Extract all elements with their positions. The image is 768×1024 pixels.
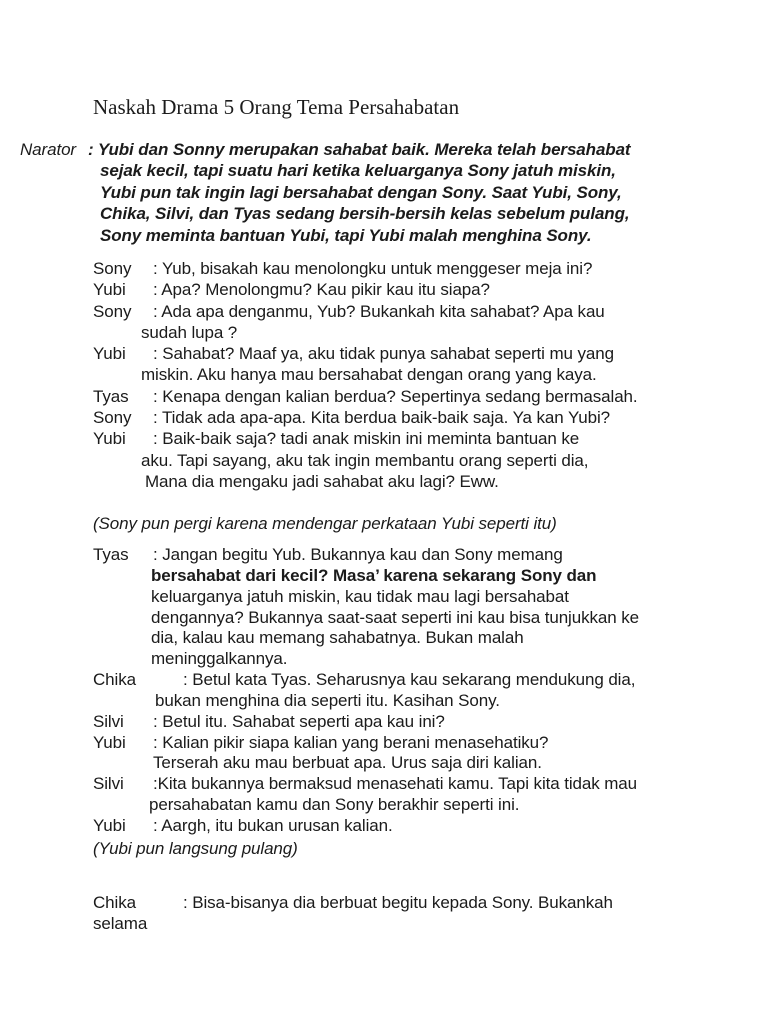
text-line: [93, 386, 638, 407]
dialogue-block-3: [93, 892, 613, 935]
line-text: : Kenapa dengan kalian berdua? Sepertinya sedang bermasalah.: [153, 386, 638, 406]
document-title: [93, 94, 459, 120]
speaker-name: Yubi: [93, 732, 126, 752]
line-text: (Sony pun pergi karena mendengar perkataan Yubi seperti itu): [93, 514, 557, 533]
text-line: [93, 258, 638, 279]
text-line: [93, 450, 638, 471]
speaker-name: Yubi: [93, 280, 126, 300]
text-line: [93, 913, 613, 934]
dialogue-block-1: [93, 258, 638, 492]
line-text: : Aargh, itu bukan urusan kalian.: [153, 815, 393, 835]
text-line: [93, 892, 613, 913]
text-line: [93, 587, 639, 608]
line-text: keluarganya jatuh miskin, kau tidak mau lagi bersahabat: [151, 586, 569, 606]
text-line: [93, 838, 298, 859]
line-text: miskin. Aku hanya mau bersahabat dengan orang yang kaya.: [141, 365, 597, 385]
line-text: : Yub, bisakah kau menolongku untuk menggeser meja ini?: [153, 259, 593, 278]
stage-direction-2: [93, 838, 298, 859]
stage-direction-1: [93, 513, 557, 534]
text-line: [93, 608, 639, 629]
text-line: [93, 795, 639, 816]
text-line: [20, 182, 631, 203]
speaker-name: Yubi: [93, 815, 126, 835]
text-line: [93, 343, 638, 364]
speaker-name: Chika: [93, 893, 136, 912]
line-text: Naskah Drama 5 Orang Tema Persahabatan: [93, 95, 460, 119]
speaker-name: Narator: [20, 140, 76, 159]
speaker-name: Sony: [93, 408, 132, 428]
line-text: sejak kecil, tapi suatu hari ketika keluarganya Sony jatuh miskin,: [100, 161, 616, 181]
line-text: sudah lupa ?: [141, 322, 238, 342]
text-line: [93, 94, 459, 120]
speaker-name: Sony: [93, 301, 132, 321]
text-line: [93, 753, 639, 774]
text-line: [93, 566, 639, 587]
text-line: [93, 322, 638, 343]
speaker-name: Yubi: [93, 429, 126, 449]
dialogue-block-2: [93, 545, 639, 837]
text-line: [93, 816, 639, 837]
speaker-name: Tyas: [93, 545, 129, 564]
speaker-name: Sony: [93, 259, 132, 278]
text-line: [93, 670, 639, 691]
line-text: bersahabat dari kecil? Masa’ karena sekarang Sony dan: [151, 565, 597, 585]
line-text: meninggalkannya.: [151, 649, 288, 669]
text-line: [93, 364, 638, 385]
line-text: Sony meminta bantuan Yubi, tapi Yubi malah menghina Sony.: [100, 225, 592, 245]
text-line: [93, 428, 638, 449]
speaker-name: Silvi: [93, 711, 124, 731]
line-text: : Yubi dan Sonny merupakan sahabat baik. Mereka telah bersahabat: [88, 140, 631, 159]
line-text: : Tidak ada apa-apa. Kita berdua baik-baik saja. Ya kan Yubi?: [153, 408, 611, 428]
line-text: persahabatan kamu dan Sony berakhir seperti ini.: [149, 795, 520, 815]
text-line: [20, 225, 631, 246]
speaker-name: Silvi: [93, 774, 124, 794]
text-line: [20, 160, 631, 181]
speaker-name: Yubi: [93, 344, 126, 364]
line-text: : Jangan begitu Yub. Bukannya kau dan Sony memang: [153, 545, 563, 564]
line-text: : Sahabat? Maaf ya, aku tidak punya sahabat seperti mu yang: [153, 344, 614, 364]
line-text: Yubi pun tak ingin lagi bersahabat dengan Sony. Saat Yubi, Sony,: [100, 182, 622, 202]
text-line: [93, 691, 639, 712]
text-line: [20, 139, 631, 160]
text-line: [93, 712, 639, 733]
text-line: [93, 733, 639, 754]
line-text: : Baik-baik saja? tadi anak miskin ini meminta bantuan ke: [153, 429, 580, 449]
line-text: dengannya? Bukannya saat-saat seperti ini kau bisa tunjukkan ke: [151, 607, 639, 627]
text-line: [93, 774, 639, 795]
line-text: bukan menghina dia seperti itu. Kasihan Sony.: [155, 690, 500, 710]
text-line: [93, 471, 638, 492]
line-text: Chika, Silvi, dan Tyas sedang bersih-bersih kelas sebelum pulang,: [100, 204, 630, 224]
line-text: Terserah aku mau berbuat apa. Urus saja diri kalian.: [153, 753, 542, 773]
line-text: Mana dia mengaku jadi sahabat aku lagi? Eww.: [145, 471, 499, 491]
line-text: : Betul kata Tyas. Seharusnya kau sekarang mendukung dia,: [183, 670, 636, 690]
text-line: [20, 203, 631, 224]
text-line: [93, 545, 639, 566]
text-line: [93, 649, 639, 670]
line-text: (Yubi pun langsung pulang): [93, 839, 298, 858]
line-text: :Kita bukannya bermaksud menasehati kamu. Tapi kita tidak mau: [153, 774, 638, 794]
line-text: : Bisa-bisanya dia berbuat begitu kepada Sony. Bukankah: [183, 893, 613, 912]
line-text: : Ada apa denganmu, Yub? Bukankah kita sahabat? Apa kau: [153, 301, 605, 321]
speaker-name: Tyas: [93, 386, 129, 406]
narrator-paragraph: [20, 139, 631, 246]
line-text: : Kalian pikir siapa kalian yang berani menasehatiku?: [153, 732, 549, 752]
text-line: [93, 301, 638, 322]
text-line: [93, 407, 638, 428]
line-text: dia, kalau kau memang sahabatnya. Bukan malah: [151, 628, 524, 648]
line-text: : Betul itu. Sahabat seperti apa kau ini?: [153, 711, 445, 731]
line-text: selama: [93, 914, 148, 934]
line-text: aku. Tapi sayang, aku tak ingin membantu orang seperti dia,: [141, 450, 589, 470]
speaker-name: Chika: [93, 670, 136, 690]
text-line: [93, 513, 557, 534]
line-text: : Apa? Menolongmu? Kau pikir kau itu siapa?: [153, 280, 490, 300]
text-line: [93, 279, 638, 300]
text-line: [93, 628, 639, 649]
